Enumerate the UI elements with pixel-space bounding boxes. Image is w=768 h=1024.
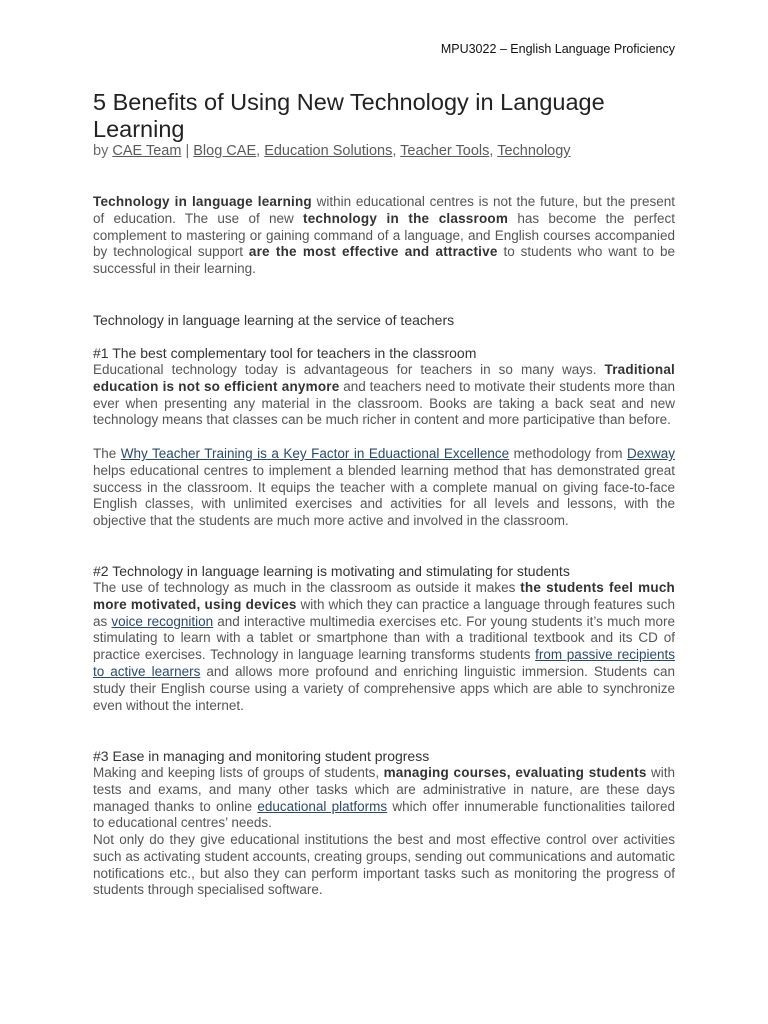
benefit-2-heading: #2 Technology in language learning is motivating and stimulating for students — [93, 563, 570, 579]
category-link-education-solutions[interactable]: Education Solutions — [264, 143, 393, 159]
benefit-3-paragraph — [93, 765, 675, 832]
benefit-1-paragraph-2 — [93, 446, 675, 530]
comma: , — [489, 143, 494, 159]
text: with tests and exams, and many other tasks which are administrative in nature, are these days managed thanks to online — [93, 765, 675, 814]
dexway-link[interactable]: Dexway — [626, 446, 675, 461]
text: which offer innumerable functionalities tailored to educational centres’ needs. — [93, 798, 675, 831]
section-heading: Technology in language learning at the service of teachers — [93, 312, 455, 328]
bold-text: technology in the classroom — [303, 210, 509, 226]
page-header: MPU3022 – English Language Proficiency — [440, 42, 675, 56]
benefit-3-paragraph-2: Not only do they give educational institutions the best and most effective control over activities such as activating student accounts, creating groups, sending out communications and automatic notifications etc., but also they can perform important tasks such as monitoring the progress of students through specialised software. — [93, 832, 675, 898]
benefit-3-heading: #3 Ease in managing and monitoring student progress — [93, 748, 430, 764]
comma: , — [256, 143, 261, 159]
benefit-1-paragraph — [93, 362, 675, 429]
teacher-training-link[interactable]: Why Teacher Training is a Key Factor in Eduactional Excellence — [120, 446, 510, 461]
text: The — [93, 446, 121, 461]
voice-recognition-link[interactable]: voice recognition — [111, 613, 214, 629]
text: within educational centres is not the future, but the present of education. The use of new — [93, 194, 675, 226]
text: to students who want to be successful in their learning. — [93, 244, 675, 277]
comma: , — [392, 143, 397, 159]
byline — [93, 143, 571, 159]
author-link[interactable]: CAE Team — [112, 143, 182, 159]
text: methodology from — [509, 446, 627, 461]
category-link-technology[interactable]: Technology — [497, 143, 571, 159]
text: has become the perfect complement to mastering or gaining command of a language, and English courses accompanied by technological support — [93, 210, 675, 260]
educational-platforms-link[interactable]: educational platforms — [257, 798, 388, 814]
article-title: 5 Benefits of Using New Technology in Language Learning — [93, 89, 605, 142]
bold-text: managing courses, evaluating students — [383, 765, 647, 780]
text: helps educational centres to implement a blended learning method that has demonstrated great success in the classroom. It equips the teacher with a complete manual on giving face-to-face English classes, with unlimited exercises and activities for all levels and lessons, with the objective that the students are much more active and involved in the classroom. — [93, 462, 675, 529]
category-link-teacher-tools[interactable]: Teacher Tools — [400, 143, 490, 159]
text: and teachers need to motivate their students more than ever when presenting any material in the classroom. Books are taking a back seat and new technology means that classes can be much richer in content and more participative than before. — [93, 378, 675, 428]
text: Educational technology today is advantageous for teachers in so many ways. — [93, 362, 605, 377]
active-learners-link[interactable]: from passive recipients to active learners — [93, 647, 675, 679]
bold-text: Technology in language learning — [93, 194, 312, 209]
bold-text: the students feel much more motivated, using devices — [93, 580, 675, 612]
category-link-blog-cae[interactable]: Blog CAE — [193, 143, 257, 159]
text: and allows more profound and enriching linguistic immersion. Students can study their English course using a variety of comprehensive apps which are able to synchronize even without the internet. — [93, 663, 675, 713]
text: The use of technology as much in the classroom as outside it makes — [93, 580, 521, 595]
text: with which they can practice a language through features such as — [93, 596, 675, 629]
bold-text: are the most effective and attractive — [248, 244, 498, 260]
text: and interactive multimedia exercises etc. For young students it’s much more stimulating to learn with a tablet or smartphone than with a traditional textbook and its CD of practice exercises. Technology in language learning transforms students — [93, 613, 676, 663]
byline-separator: | — [185, 143, 190, 159]
intro-paragraph — [93, 194, 675, 278]
benefit-2-paragraph — [93, 580, 675, 714]
bold-text: Traditional education is not so efficient anymore — [93, 362, 675, 394]
benefit-1-heading: #1 The best complementary tool for teachers in the classroom — [93, 345, 477, 361]
byline-prefix: by — [93, 143, 109, 159]
text: Making and keeping lists of groups of students, — [93, 765, 384, 780]
